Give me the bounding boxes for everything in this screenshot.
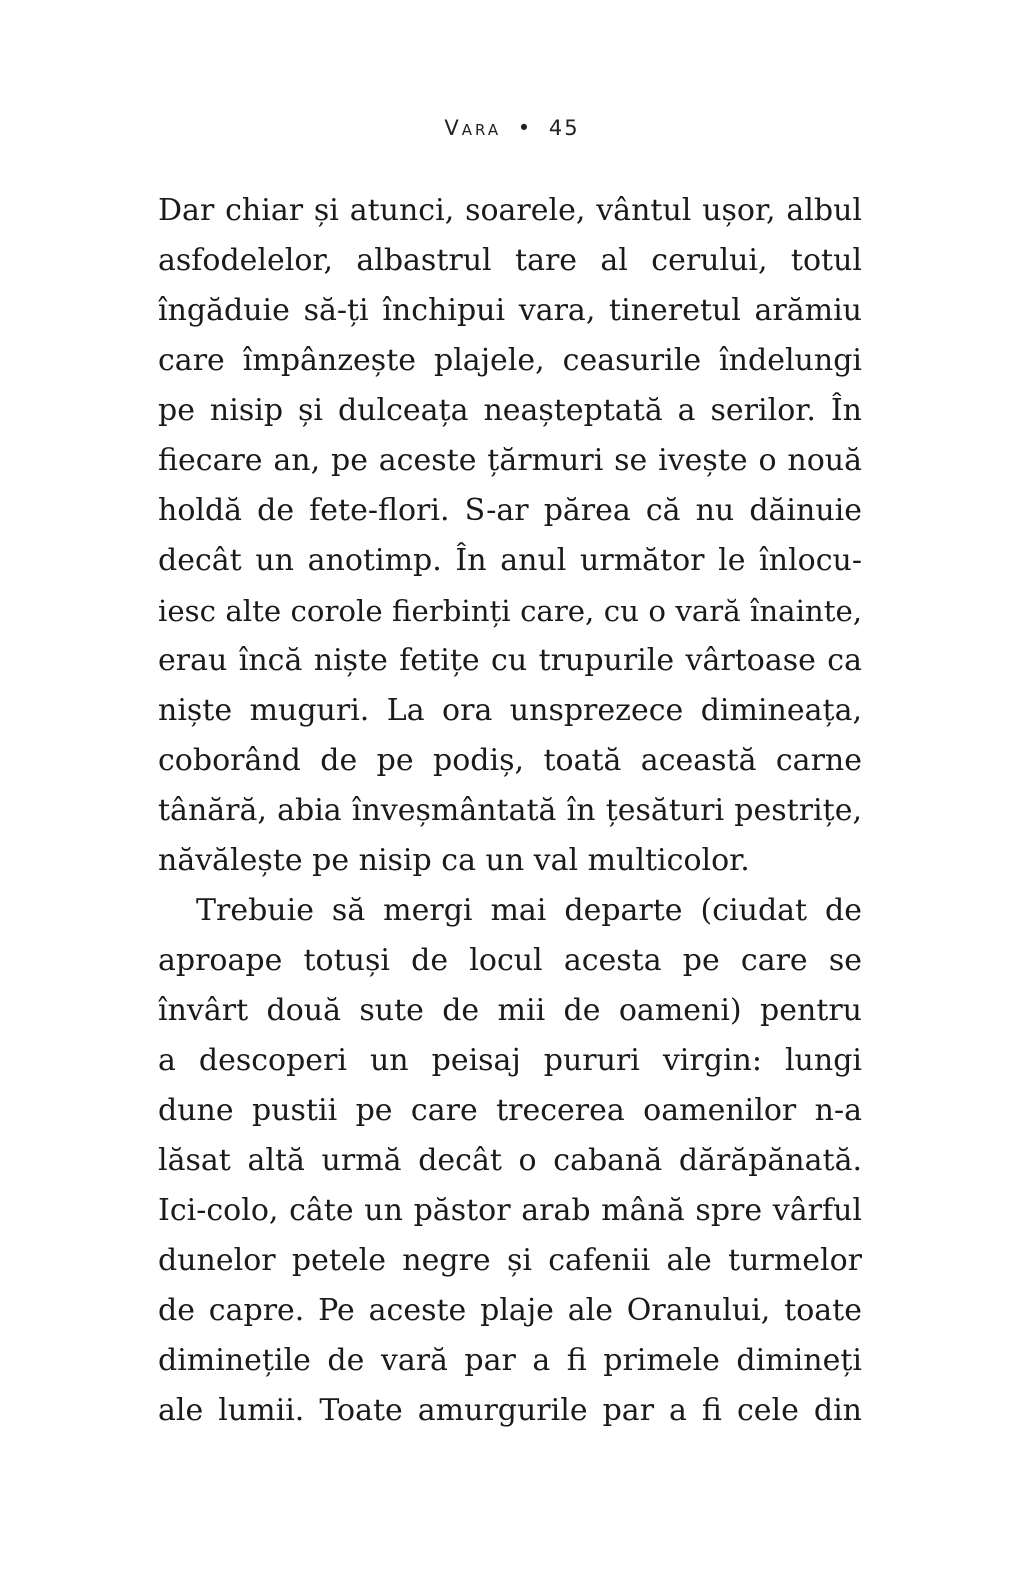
text-line: asfodelelor, albastrul tare al cerului, totul bbox=[158, 243, 862, 278]
text-line: coborând de pe podiș, toată această carne bbox=[158, 743, 862, 778]
text-line: năvălește pe nisip ca un val multicolor. bbox=[158, 843, 750, 878]
page-number: 45 bbox=[548, 116, 580, 140]
text-line: a descoperi un peisaj pururi virgin: lungi bbox=[158, 1043, 862, 1078]
body-text bbox=[158, 186, 862, 1436]
text-line: erau încă niște fetițe cu trupurile vârtoase ca bbox=[158, 643, 862, 678]
text-line: fiecare an, pe aceste țărmuri se ivește o nouă bbox=[158, 443, 862, 478]
text-line: Dar chiar și atunci, soarele, vântul ușor, albul bbox=[158, 193, 862, 228]
text-line: pe nisip și dulceața neașteptată a serilor. În bbox=[158, 393, 862, 428]
text-line: holdă de fete-flori. S-ar părea că nu dăinuie bbox=[158, 493, 862, 528]
header-separator: • bbox=[517, 116, 533, 140]
text-line: Trebuie să mergi mai departe (ciudat de bbox=[196, 893, 862, 928]
text-line: învârt două sute de mii de oameni) pentru bbox=[158, 993, 862, 1028]
text-line: diminețile de vară par a fi primele dimineți bbox=[158, 1343, 862, 1378]
text-line: de capre. Pe aceste plaje ale Oranului, toate bbox=[158, 1293, 862, 1328]
chapter-title: Vara bbox=[444, 116, 502, 140]
text-line: decât un anotimp. În anul următor le înlocu- bbox=[158, 543, 862, 578]
text-line: niște muguri. La ora unsprezece dimineața, bbox=[158, 693, 862, 728]
paragraph-1 bbox=[158, 186, 862, 886]
text-line: care împânzește plajele, ceasurile îndelungi bbox=[158, 343, 862, 378]
text-line: dune pustii pe care trecerea oamenilor n-a bbox=[158, 1093, 862, 1128]
text-line: iesc alte corole fierbinți care, cu o vară înainte, bbox=[158, 594, 862, 628]
text-line: dunelor petele negre și cafenii ale turmelor bbox=[158, 1243, 862, 1278]
text-line: ale lumii. Toate amurgurile par a fi cele din bbox=[158, 1393, 862, 1428]
text-line: aproape totuși de locul acesta pe care se bbox=[158, 943, 862, 978]
paragraph-2 bbox=[158, 886, 862, 1436]
text-line: îngăduie să-ți închipui vara, tineretul arămiu bbox=[158, 293, 862, 328]
running-head bbox=[0, 116, 1024, 140]
text-line: lăsat altă urmă decât o cabană dărăpănată. bbox=[158, 1143, 862, 1178]
text-line: Ici-colo, câte un păstor arab mână spre vârful bbox=[158, 1193, 862, 1228]
text-line: tânără, abia înveșmântată în țesături pestrițe, bbox=[158, 793, 862, 828]
